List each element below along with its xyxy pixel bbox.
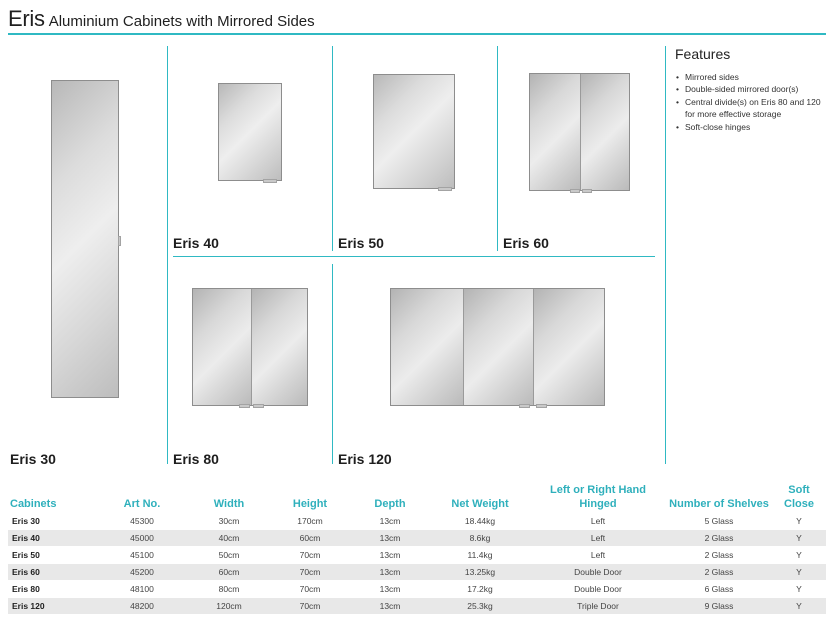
mirror-door — [193, 289, 251, 405]
table-cell: 45300 — [96, 513, 188, 530]
product-name: Eris — [8, 6, 45, 31]
table-cell: 6 Glass — [666, 581, 772, 598]
feature-item: • Mirrored sides — [676, 71, 828, 83]
column-header: Net Weight — [451, 498, 509, 510]
table-cell: 170cm — [270, 513, 350, 530]
table-cell: 60cm — [270, 530, 350, 547]
table-cell: Y — [772, 530, 826, 547]
table-cell: Eris 120 — [8, 598, 96, 615]
table-cell: 8.6kg — [430, 530, 530, 547]
table-cell: 48200 — [96, 598, 188, 615]
table-cell: Eris 50 — [8, 547, 96, 564]
table-cell: Eris 80 — [8, 581, 96, 598]
grid-divider — [665, 46, 666, 464]
product-label-eris-30: Eris 30 — [10, 451, 56, 467]
table-header-row — [8, 483, 826, 513]
cabinet-image-eris-60 — [529, 73, 630, 191]
grid-divider — [332, 264, 333, 464]
grid-divider — [497, 46, 498, 251]
grid-divider — [332, 46, 333, 251]
mirror-door — [251, 289, 307, 405]
table-cell: Eris 40 — [8, 530, 96, 547]
column-header: Cabinets — [10, 498, 57, 510]
table-cell: 45200 — [96, 564, 188, 581]
hinge — [582, 189, 592, 193]
cabinet-image-eris-80 — [192, 288, 308, 406]
table-cell: 13cm — [350, 581, 430, 598]
column-header: Width — [213, 498, 245, 510]
table-cell: 70cm — [270, 564, 350, 581]
features-list — [676, 71, 828, 133]
column-header: Left or Right Hand Hinged — [550, 484, 646, 510]
table-cell: Y — [772, 598, 826, 615]
table-cell: 13cm — [350, 547, 430, 564]
page-subtitle: Aluminium Cabinets with Mirrored Sides — [48, 13, 315, 30]
table-cell: 13.25kg — [430, 564, 530, 581]
table-cell: 48100 — [96, 581, 188, 598]
table-cell: 30cm — [188, 513, 270, 530]
grid-divider — [173, 256, 655, 257]
table-row — [8, 564, 826, 581]
hinge — [239, 404, 250, 408]
column-header: Height — [292, 498, 328, 510]
table-cell: 80cm — [188, 581, 270, 598]
table-cell: Left — [530, 530, 666, 547]
cabinet-image-eris-30 — [51, 80, 119, 398]
table-cell: 13cm — [350, 564, 430, 581]
spec-table — [8, 483, 826, 615]
table-cell: 13cm — [350, 513, 430, 530]
table-cell: 120cm — [188, 598, 270, 615]
column-header: Number of Shelves — [669, 498, 769, 510]
page-title — [8, 6, 315, 32]
product-label-eris-40: Eris 40 — [173, 235, 219, 251]
table-cell: Y — [772, 581, 826, 598]
hinge — [570, 189, 580, 193]
hinge — [536, 404, 547, 408]
hinge — [438, 187, 452, 191]
table-cell: 2 Glass — [666, 530, 772, 547]
table-cell: 9 Glass — [666, 598, 772, 615]
table-row — [8, 581, 826, 598]
table-cell: Left — [530, 547, 666, 564]
table-cell: 40cm — [188, 530, 270, 547]
table-cell: 70cm — [270, 581, 350, 598]
table-cell: 45100 — [96, 547, 188, 564]
table-cell: Left — [530, 513, 666, 530]
table-row — [8, 598, 826, 615]
product-label-eris-50: Eris 50 — [338, 235, 384, 251]
table-cell: Eris 60 — [8, 564, 96, 581]
mirror-door — [580, 74, 629, 190]
table-row — [8, 530, 826, 547]
hinge — [263, 179, 277, 183]
column-header: Art No. — [123, 498, 161, 510]
table-cell: 2 Glass — [666, 564, 772, 581]
hinge — [519, 404, 530, 408]
table-cell: 5 Glass — [666, 513, 772, 530]
product-label-eris-80: Eris 80 — [173, 451, 219, 467]
table-row — [8, 513, 826, 530]
features-heading: Features — [675, 46, 731, 62]
header-divider — [8, 33, 826, 35]
table-cell: 70cm — [270, 598, 350, 615]
product-label-eris-120: Eris 120 — [338, 451, 392, 467]
table-cell: Double Door — [530, 564, 666, 581]
table-cell: 70cm — [270, 547, 350, 564]
hinge — [118, 236, 121, 246]
cabinet-image-eris-50 — [373, 74, 455, 189]
mirror-door — [533, 289, 604, 405]
product-label-eris-60: Eris 60 — [503, 235, 549, 251]
table-cell: 18.44kg — [430, 513, 530, 530]
table-cell: Triple Door — [530, 598, 666, 615]
table-cell: Y — [772, 547, 826, 564]
table-row — [8, 547, 826, 564]
table-cell: 2 Glass — [666, 547, 772, 564]
table-cell: 45000 — [96, 530, 188, 547]
mirror-door — [530, 74, 580, 190]
cabinet-image-eris-40 — [218, 83, 282, 181]
table-cell: 11.4kg — [430, 547, 530, 564]
table-cell: Y — [772, 513, 826, 530]
cabinet-image-eris-120 — [390, 288, 605, 406]
hinge — [253, 404, 264, 408]
mirror-door — [463, 289, 533, 405]
table-cell: Eris 30 — [8, 513, 96, 530]
table-cell: 25.3kg — [430, 598, 530, 615]
table-cell: 60cm — [188, 564, 270, 581]
table-cell: 50cm — [188, 547, 270, 564]
feature-item: • Double-sided mirrored door(s) — [676, 83, 828, 95]
table-cell: 17.2kg — [430, 581, 530, 598]
table-cell: Y — [772, 564, 826, 581]
table-cell: Double Door — [530, 581, 666, 598]
column-header: Depth — [374, 498, 406, 510]
feature-item: • Central divide(s) on Eris 80 and 120 for more effective storage — [676, 96, 828, 121]
mirror-door — [391, 289, 463, 405]
feature-item: • Soft-close hinges — [676, 121, 828, 133]
grid-divider — [167, 46, 168, 464]
table-cell: 13cm — [350, 598, 430, 615]
table-cell: 13cm — [350, 530, 430, 547]
column-header: Soft Close — [784, 484, 814, 510]
